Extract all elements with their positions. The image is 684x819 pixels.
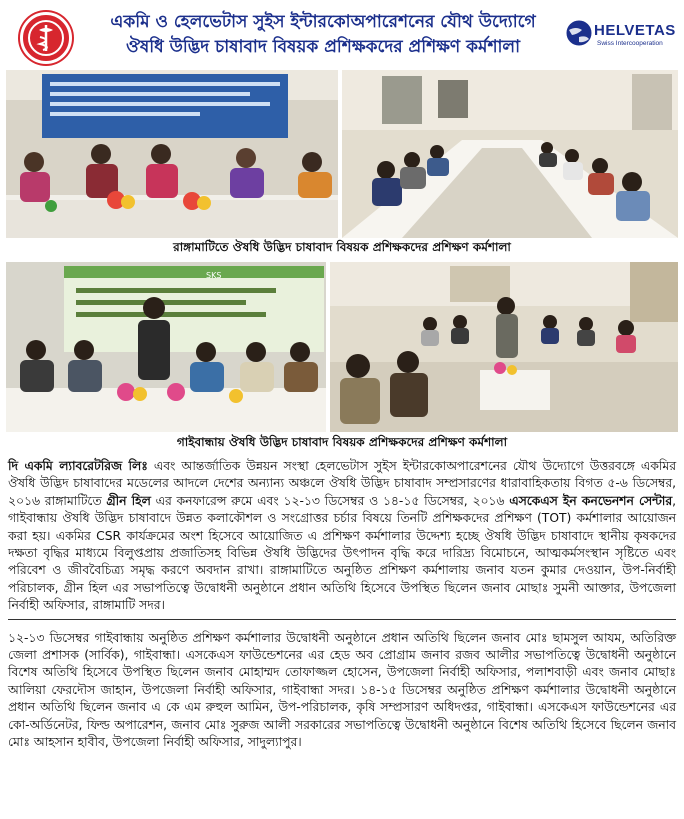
paragraph-1-text-c: , গাইবান্ধায় ঔষধি উদ্ভিদ চাষাবাদে উন্নত কলাকৌশল ও সংগ্রোত্তর চর্চার বিষয়ে তিনটি প্রশিক্ষকদের প্রশিক্ষণ (TOT) কর্মশালার আয়োজন করা হয়। একমির CSR কার্যক্রমের অংশ হিসেবে আয়োজিত এ প্রশিক্ষণ কর্মশালার উদ্দেশ্য হচ্ছে ঔষধি উদ্ভিদ চাষাবাদে স্থানীয় কৃষকদের দক্ষতা বৃদ্ধির মাধ্যমে বিলুপ্তপ্রায় প্রজাতিসহ বিভিন্ন ঔষধি উদ্ভিদের উৎপাদন বৃদ্ধি করে দারিদ্র্য বিমোচনে, আত্মকর্মসংস্থান সৃষ্টিতে এবং পরিবেশ ও জীববৈচিত্র্য সমৃদ্ধ করণে অবদান রাখা। রাঙ্গামাটিতে অনুষ্ঠিত প্রশিক্ষণ কর্মশালায় জনাব যতন কুমার দেওয়ান, উপ-নির্বাহী পরিচালক, গ্রীন হিল এর সভাপতিত্বে উদ্বোধনী অনুষ্ঠানে প্রধান অতিথি হিসেবে উপস্থিত ছিলেন জনাব মোছাঃ সুমনী আক্তার, উপজেলা নির্বাহী অফিসার, রাঙ্গামাটি সদর। (8, 493, 677, 613)
gaibandha-photo-illustration (6, 262, 326, 432)
participants-photo-illustration (342, 70, 678, 238)
helvetas-subtitle: Swiss Intercooperation (597, 40, 663, 47)
paragraph-1-text-a: এবং আন্তর্জাতিক উন্নয়ন সংস্থা হেলভেটাস সুইস ইন্টারকোঅপারেশনের যৌথ উদ্যোগে উত্তরবঙ্গে একমির ঔষধি উদ্ভিদ চাষাবাদের মডেলের আদলে দেশের অন্যান্য অঞ্চলে ঔষধি উদ্ভিদ চাষাবাদ সম্প্রসারণের ধারাবাহিকতায় বিগত ৫-৬ ডিসেম্বর, ২০১৬ রাঙ্গামাটিতে (8, 459, 676, 508)
paragraph-2: ১২-১৩ ডিসেম্বর গাইবান্ধায় অনুষ্ঠিত প্রশিক্ষণ কর্মশালার উদ্বোধনী অনুষ্ঠানে প্রধান অতিথি ছিলেন জনাব মোঃ ছামসুল আযম, অতিরিক্ত জেলা প্রশাসক (সার্বিক), গাইবান্ধা। এসকেএস ফাউন্ডেশনের এর হেড অব প্রোগ্রাম জনাব রজব আলীর সভাপতিত্বে উদ্বোধনী অনুষ্ঠানে বিশেষ অতিথি হিসেবে উপস্থিত ছিলেন জনাব মোহাম্মদ তোফাজ্জল হোসেন, উপজেলা নির্বাহী অফিসার, পলাশবাড়ী এবং জনাব মোছাঃ আলিয়া ফেরদৌস জাহান, উপজেলা নির্বাহী অফিসার, গাইবান্ধা সদর। ১৪-১৫ ডিসেম্বর অনুষ্ঠিত প্রশিক্ষণ কর্মশালার উদ্বোধনী অনুষ্ঠানে প্রধান অতিথি ছিলেন জনাব এ কে এম রুহুল আমিন, উপ-পরিচালক, কৃষি সম্প্রসারণ অধিদপ্তর, গাইবান্ধা। এসকেএস ফাউন্ডেশনের এর কো-অর্ডিনেটর, ফিল্ড অপারেশন, জনাব মোঃ সুরুজ আলী সরকারের সভাপতিত্বে উদ্বোধনী অনুষ্ঠানে বিশেষ অতিথি হিসেবে ছিলেন জনাব মোঃ আহসান হাবীব, উপজেলা নির্বাহী অফিসার, সাদুল্যাপুর। (8, 630, 676, 750)
header-title (88, 10, 558, 60)
company-name: দি একমি ল্যাবরেটরিজ লিঃ (8, 459, 148, 473)
caption-gaibandha: গাইবান্ধায় ঔষধি উদ্ভিদ চাষাবাদ বিষয়ক প্রশিক্ষকদের প্রশিক্ষণ কর্মশালা (176, 435, 508, 449)
gaibandha-participants-illustration (330, 262, 678, 432)
article-body (8, 458, 676, 752)
helvetas-brand: HELVETAS (594, 22, 676, 39)
photo-gaibandha-head-table (6, 262, 326, 432)
venue-sks-convention: এসকেএস ইন কনভেনশন সেন্টার (509, 493, 673, 508)
venue-green-hill: গ্রীন হিল (106, 493, 151, 508)
workshop-photo-illustration (6, 70, 338, 238)
header (6, 4, 678, 66)
paragraph-1 (8, 458, 676, 620)
photo-gaibandha-participants (330, 262, 678, 432)
helvetas-logo (564, 18, 682, 58)
globe-icon (564, 18, 594, 48)
banner-text: SKS (206, 271, 222, 280)
title-line-1: একমি ও হেলভেটাস সুইস ইন্টারকোঅপারেশনের যৌথ উদ্যোগে (110, 12, 536, 32)
photo-rangamati-participants (342, 70, 678, 238)
caption-rangamati: রাঙ্গামাটিতে ঔষধি উদ্ভিদ চাষাবাদ বিষয়ক প্রশিক্ষকদের প্রশিক্ষণ কর্মশালা (173, 240, 511, 254)
photo-rangamati-head-table (6, 70, 338, 238)
acme-logo (20, 12, 72, 64)
caduceus-icon (23, 15, 69, 61)
paragraph-1-text-b: এর কনফারেন্স রুমে এবং ১২-১৩ ডিসেম্বর ও ১৪-১৫ ডিসেম্বর, ২০১৬ (150, 493, 510, 508)
title-line-2: ঔষধি উদ্ভিদ চাষাবাদ বিষয়ক প্রশিক্ষকদের প্রশিক্ষণ কর্মশালা (125, 37, 521, 57)
